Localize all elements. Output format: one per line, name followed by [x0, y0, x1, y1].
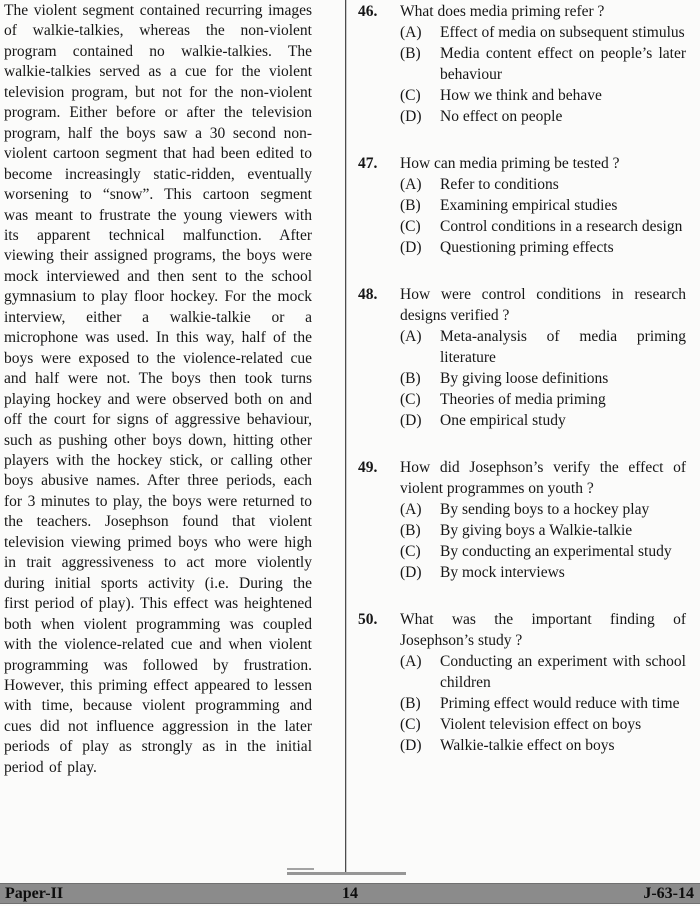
option-letter: (C) — [400, 543, 421, 560]
option-row — [400, 499, 686, 520]
option-row — [400, 174, 686, 195]
option-letter: (A) — [400, 501, 422, 518]
option-letter: (B) — [400, 370, 421, 387]
question-48 — [358, 284, 686, 431]
question-50 — [358, 609, 686, 756]
option-row — [400, 714, 686, 735]
option-letter: (B) — [400, 197, 421, 214]
option-text: How we think and behave — [440, 87, 602, 104]
question-number: 46. — [358, 3, 378, 20]
question-49 — [358, 457, 686, 583]
option-letter: (A) — [400, 653, 422, 670]
column-divider — [345, 0, 347, 875]
footer-code: J-63-14 — [643, 884, 694, 902]
scan-underline-mark-short — [287, 868, 314, 870]
option-letter: (D) — [400, 412, 422, 429]
option-text: Refer to conditions — [440, 176, 559, 193]
scan-underline-mark — [287, 872, 406, 875]
option-letter: (A) — [400, 176, 422, 193]
passage-text: The violent segment contained recurring images of walkie-talkies, whereas the non-violent program contained no walkie-talkies. The walkie-talkies served as a cue for the violent television program, but not for the non-violent program. Either before or after the television program, half the boys saw a 30 second non-violent cartoon segment that had been edited to become increasingly static-ridden, eventually worsening to “snow”. This cartoon segment was meant to frustrate the young viewers with its apparent technical malfunction. After viewing their assigned programs, the boys were mock interviewed and then sent to the school gymnasium to play floor hockey. For the mock interview, either a walkie-talkie or a microphone was used. In this way, half of the boys were exposed to the violence-related cue and half were not. The boys then took turns playing hockey and were observed both on and off the court for signs of aggressive behaviour, such as pushing other boys down, hitting other players with the hockey stick, or calling other boys abusive names. After three periods, each for 3 minutes to play, the boys were returned to the teachers. Josephson found that violent television viewing primed boys who were high in trait aggressiveness to act more violently during initial sports activity (i.e. During the first period of play). This effect was heightened both when violent programming was coupled with the violence-related cue and when violent programming was followed by frustration. However, this priming effect appeared to lessen with time, because violent programming and cues did not influence aggression in the later periods of play as strongly as in the initial period of play. — [4, 2, 312, 776]
option-text: By giving loose definitions — [440, 370, 609, 387]
question-47 — [358, 153, 686, 258]
option-text: Conducting an experiment with school children — [440, 653, 686, 691]
question-number: 48. — [358, 286, 378, 303]
questions-column — [358, 1, 696, 782]
question-number: 49. — [358, 459, 378, 476]
option-text: Meta-analysis of media priming literature — [440, 328, 686, 366]
footer-bar — [0, 883, 700, 904]
option-letter: (C) — [400, 391, 421, 408]
option-row — [400, 368, 686, 389]
option-text: Examining empirical studies — [440, 197, 618, 214]
question-row — [358, 153, 686, 174]
passage-column — [4, 1, 332, 778]
option-row — [400, 216, 686, 237]
option-text: Violent television effect on boys — [440, 716, 642, 733]
question-number: 47. — [358, 155, 378, 172]
option-row — [400, 389, 686, 410]
option-letter: (A) — [400, 24, 422, 41]
option-letter: (D) — [400, 737, 422, 754]
option-row — [400, 651, 686, 693]
option-text: Control conditions in a research design — [440, 218, 683, 235]
option-text: Theories of media priming — [440, 391, 606, 408]
option-letter: (C) — [400, 716, 421, 733]
option-letter: (D) — [400, 239, 422, 256]
question-row — [358, 457, 686, 499]
option-letter: (B) — [400, 695, 421, 712]
option-text: By giving boys a Walkie-talkie — [440, 522, 633, 539]
option-row — [400, 22, 686, 43]
option-text: Questioning priming effects — [440, 239, 614, 256]
option-letter: (B) — [400, 45, 421, 62]
question-46 — [358, 1, 686, 127]
question-text: What does media priming refer ? — [400, 3, 605, 20]
option-text: One empirical study — [440, 412, 566, 429]
footer-paper-label: Paper-II — [5, 884, 64, 902]
option-letter: (D) — [400, 564, 422, 581]
option-row — [400, 195, 686, 216]
question-text: What was the important finding of Josephson’s study ? — [400, 611, 686, 649]
option-row — [400, 541, 686, 562]
question-row — [358, 609, 686, 651]
option-text: Walkie-talkie effect on boys — [440, 737, 615, 754]
option-text: By mock interviews — [440, 564, 565, 581]
option-row — [400, 43, 686, 85]
option-letter: (C) — [400, 87, 421, 104]
option-row — [400, 410, 686, 431]
footer-page-number: 14 — [342, 884, 358, 902]
option-text: Priming effect would reduce with time — [440, 695, 680, 712]
question-text: How can media priming be tested ? — [400, 155, 620, 172]
option-letter: (C) — [400, 218, 421, 235]
option-row — [400, 520, 686, 541]
option-text: By sending boys to a hockey play — [440, 501, 650, 518]
option-row — [400, 693, 686, 714]
option-text: By conducting an experimental study — [440, 543, 672, 560]
option-row — [400, 85, 686, 106]
question-number: 50. — [358, 611, 378, 628]
option-text: Media content effect on people’s later behaviour — [440, 45, 686, 83]
question-row — [358, 1, 686, 22]
option-letter: (A) — [400, 328, 422, 345]
option-letter: (D) — [400, 108, 422, 125]
option-row — [400, 237, 686, 258]
option-text: Effect of media on subsequent stimulus — [440, 24, 685, 41]
option-row — [400, 735, 686, 756]
question-text: How were control conditions in research designs verified ? — [400, 286, 686, 324]
question-text: How did Josephson’s verify the effect of violent programmes on youth ? — [400, 459, 686, 497]
option-row — [400, 106, 686, 127]
option-text: No effect on people — [440, 108, 563, 125]
option-row — [400, 326, 686, 368]
option-letter: (B) — [400, 522, 421, 539]
option-row — [400, 562, 686, 583]
question-row — [358, 284, 686, 326]
